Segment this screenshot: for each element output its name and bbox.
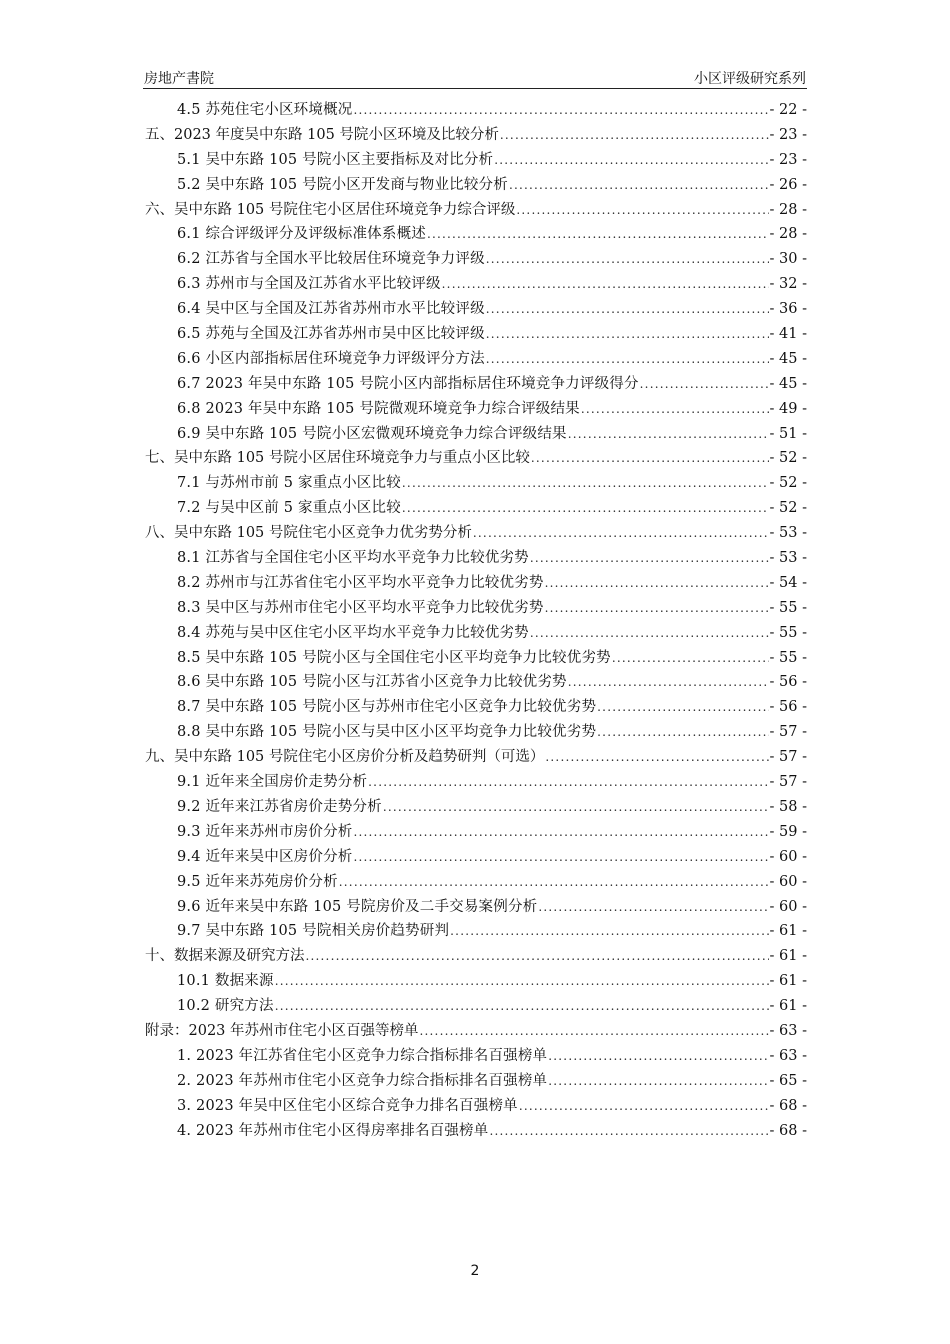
toc-entry-title: 6.7 2023 年吴中东路 105 号院小区内部指标居住环境竞争力评级得分: [177, 375, 639, 392]
toc-section-entry[interactable]: [143, 397, 807, 422]
toc-entry-page: - 61 -: [769, 948, 807, 965]
toc-dot-leader: [500, 128, 769, 142]
toc-entry-title: 8.4 苏苑与吴中区住宅小区平均水平竞争力比较优劣势: [177, 624, 529, 641]
toc-entry-page: - 30 -: [769, 251, 807, 268]
toc-entry-title: 5.2 吴中东路 105 号院小区开发商与物业比较分析: [177, 176, 508, 193]
toc-entry-title: 六、吴中东路 105 号院住宅小区居住环境竞争力综合评级: [145, 201, 516, 218]
toc-section-entry[interactable]: [143, 845, 807, 870]
toc-entry-page: - 23 -: [769, 151, 807, 168]
toc-entry-page: - 63 -: [769, 1047, 807, 1064]
toc-entry-title: 9.2 近年来江苏省房价走势分析: [177, 798, 382, 815]
toc-entry-page: - 56 -: [769, 699, 807, 716]
toc-dot-leader: [568, 427, 769, 441]
toc-entry-page: - 59 -: [769, 823, 807, 840]
toc-dot-leader: [531, 451, 769, 465]
toc-entry-page: - 61 -: [769, 973, 807, 990]
toc-dot-leader: [402, 501, 769, 515]
toc-section-entry[interactable]: [143, 1119, 807, 1144]
toc-dot-leader: [420, 1024, 769, 1038]
toc-entry-title: 十、数据来源及研究方法: [145, 948, 305, 965]
toc-entry-page: - 60 -: [769, 873, 807, 890]
toc-dot-leader: [538, 900, 768, 914]
toc-dot-leader: [509, 178, 769, 192]
toc-entry-page: - 55 -: [769, 599, 807, 616]
toc-entry-page: - 56 -: [769, 674, 807, 691]
toc-entry-page: - 63 -: [769, 1022, 807, 1039]
toc-chapter-entry[interactable]: [143, 1019, 807, 1044]
toc-section-entry[interactable]: [143, 422, 807, 447]
toc-entry-title: 2. 2023 年苏州市住宅小区竞争力综合指标排名百强榜单: [177, 1072, 548, 1089]
toc-dot-leader: [489, 1124, 768, 1138]
toc-entry-title: 1. 2023 年江苏省住宅小区竞争力综合指标排名百强榜单: [177, 1047, 548, 1064]
toc-section-entry[interactable]: [143, 272, 807, 297]
toc-entry-page: - 60 -: [769, 848, 807, 865]
toc-dot-leader: [368, 775, 768, 789]
toc-section-entry[interactable]: [143, 596, 807, 621]
toc-entry-title: 五、2023 年度吴中东路 105 号院小区环境及比较分析: [145, 126, 499, 143]
toc-chapter-entry[interactable]: [143, 198, 807, 223]
toc-entry-page: - 45 -: [769, 350, 807, 367]
toc-chapter-entry[interactable]: [143, 521, 807, 546]
toc-entry-page: - 49 -: [769, 400, 807, 417]
toc-section-entry[interactable]: [143, 247, 807, 272]
toc-dot-leader: [473, 526, 769, 540]
toc-entry-title: 9.4 近年来吴中区房价分析: [177, 848, 353, 865]
toc-section-entry[interactable]: [143, 1069, 807, 1094]
toc-entry-title: 9.3 近年来苏州市房价分析: [177, 823, 353, 840]
toc-section-entry[interactable]: [143, 969, 807, 994]
toc-entry-page: - 36 -: [769, 301, 807, 318]
toc-dot-leader: [353, 825, 768, 839]
toc-entry-page: - 58 -: [769, 798, 807, 815]
toc-chapter-entry[interactable]: [143, 944, 807, 969]
toc-chapter-entry[interactable]: [143, 745, 807, 770]
toc-entry-page: - 41 -: [769, 326, 807, 343]
toc-entry-page: - 53 -: [769, 525, 807, 542]
toc-dot-leader: [530, 626, 769, 640]
toc-dot-leader: [339, 875, 769, 889]
toc-dot-leader: [486, 252, 769, 266]
toc-entry-page: - 55 -: [769, 624, 807, 641]
toc-dot-leader: [568, 675, 769, 689]
toc-dot-leader: [486, 302, 769, 316]
table-of-contents: [143, 98, 807, 1143]
toc-section-entry[interactable]: [143, 795, 807, 820]
toc-entry-page: - 54 -: [769, 574, 807, 591]
toc-entry-title: 4. 2023 年苏州市住宅小区得房率排名百强榜单: [177, 1122, 489, 1139]
toc-section-entry[interactable]: [143, 770, 807, 795]
toc-dot-leader: [353, 103, 768, 117]
toc-dot-leader: [494, 153, 768, 167]
toc-chapter-entry[interactable]: [143, 446, 807, 471]
toc-section-entry[interactable]: [143, 297, 807, 322]
toc-entry-title: 8.3 吴中区与苏州市住宅小区平均水平竞争力比较优劣势: [177, 599, 544, 616]
toc-dot-leader: [275, 999, 769, 1013]
toc-section-entry[interactable]: [143, 173, 807, 198]
toc-entry-title: 4.5 苏苑住宅小区环境概况: [177, 102, 353, 118]
toc-entry-title: 8.2 苏州市与江苏省住宅小区平均水平竞争力比较优劣势: [177, 574, 544, 591]
toc-entry-title: 八、吴中东路 105 号院住宅小区竞争力优劣势分析: [145, 525, 472, 542]
toc-entry-page: - 65 -: [769, 1072, 807, 1089]
toc-dot-leader: [519, 1099, 769, 1113]
toc-entry-page: - 52 -: [769, 500, 807, 517]
toc-entry-title: 7.2 与吴中区前 5 家重点小区比较: [177, 500, 401, 517]
toc-entry-page: - 26 -: [769, 176, 807, 193]
toc-entry-title: 5.1 吴中东路 105 号院小区主要指标及对比分析: [177, 151, 494, 168]
toc-dot-leader: [640, 377, 769, 391]
toc-entry-title: 7.1 与苏州市前 5 家重点小区比较: [177, 475, 401, 492]
toc-dot-leader: [597, 700, 768, 714]
toc-dot-leader: [306, 949, 769, 963]
header-publisher: 房地产書院: [144, 71, 214, 87]
toc-dot-leader: [427, 227, 769, 241]
page-header: [143, 66, 807, 89]
toc-entry-title: 6.5 苏苑与全国及江苏省苏州市吴中区比较评级: [177, 326, 485, 343]
toc-dot-leader: [353, 850, 768, 864]
header-series-title: 小区评级研究系列: [694, 71, 806, 87]
toc-dot-leader: [548, 1049, 768, 1063]
toc-section-entry[interactable]: [143, 471, 807, 496]
toc-entry-title: 3. 2023 年吴中区住宅小区综合竞争力排名百强榜单: [177, 1097, 518, 1114]
toc-entry-page: - 57 -: [769, 774, 807, 791]
toc-section-entry[interactable]: [143, 870, 807, 895]
toc-entry-page: - 45 -: [769, 375, 807, 392]
toc-entry-title: 九、吴中东路 105 号院住宅小区房价分析及趋势研判（可选）: [145, 749, 545, 766]
toc-section-entry[interactable]: [143, 1094, 807, 1119]
toc-entry-page: - 53 -: [769, 550, 807, 567]
toc-section-entry[interactable]: [143, 919, 807, 944]
page-number: 2: [470, 1263, 480, 1279]
toc-entry-page: - 55 -: [769, 649, 807, 666]
toc-entry-title: 6.3 苏州市与全国及江苏省水平比较评级: [177, 276, 441, 293]
toc-section-entry[interactable]: [143, 621, 807, 646]
toc-section-entry[interactable]: [143, 895, 807, 920]
toc-entry-page: - 22 -: [769, 102, 807, 118]
toc-entry-title: 9.6 近年来吴中东路 105 号院房价及二手交易案例分析: [177, 898, 538, 915]
toc-entry-title: 9.7 吴中东路 105 号院相关房价趋势研判: [177, 923, 450, 940]
toc-entry-title: 七、吴中东路 105 号院小区居住环境竞争力与重点小区比较: [145, 450, 530, 467]
toc-dot-leader: [545, 750, 768, 764]
toc-entry-page: - 28 -: [769, 201, 807, 218]
toc-section-entry[interactable]: [143, 222, 807, 247]
toc-entry-title: 9.1 近年来全国房价走势分析: [177, 774, 368, 791]
toc-dot-leader: [545, 601, 769, 615]
toc-entry-page: - 32 -: [769, 276, 807, 293]
toc-section-entry[interactable]: [143, 695, 807, 720]
toc-section-entry[interactable]: [143, 347, 807, 372]
toc-entry-title: 6.1 综合评级评分及评级标准体系概述: [177, 226, 426, 243]
toc-section-entry[interactable]: [143, 994, 807, 1019]
toc-dot-leader: [548, 1074, 768, 1088]
toc-section-entry[interactable]: [143, 670, 807, 695]
toc-dot-leader: [530, 551, 769, 565]
toc-dot-leader: [612, 651, 769, 665]
toc-entry-page: - 23 -: [769, 126, 807, 143]
toc-dot-leader: [486, 352, 769, 366]
toc-section-entry[interactable]: [143, 720, 807, 745]
toc-dot-leader: [486, 327, 769, 341]
toc-dot-leader: [581, 402, 769, 416]
toc-entry-title: 10.2 研究方法: [177, 998, 274, 1015]
toc-entry-page: - 60 -: [769, 898, 807, 915]
toc-entry-title: 6.6 小区内部指标居住环境竞争力评级评分方法: [177, 350, 485, 367]
toc-dot-leader: [442, 277, 769, 291]
toc-entry-title: 6.2 江苏省与全国水平比较居住环境竞争力评级: [177, 251, 485, 268]
toc-section-entry[interactable]: [143, 546, 807, 571]
toc-section-entry[interactable]: [143, 372, 807, 397]
toc-section-entry[interactable]: [143, 1044, 807, 1069]
toc-section-entry[interactable]: [143, 571, 807, 596]
toc-entry-title: 8.5 吴中东路 105 号院小区与全国住宅小区平均竞争力比较优劣势: [177, 649, 611, 666]
toc-dot-leader: [597, 725, 768, 739]
toc-entry-title: 8.8 吴中东路 105 号院小区与吴中区小区平均竞争力比较优劣势: [177, 724, 597, 741]
toc-dot-leader: [383, 800, 769, 814]
toc-section-entry[interactable]: [143, 820, 807, 845]
toc-section-entry[interactable]: [143, 148, 807, 173]
toc-entry-title: 6.4 吴中区与全国及江苏省苏州市水平比较评级: [177, 301, 485, 318]
toc-section-entry[interactable]: [143, 322, 807, 347]
toc-entry-page: - 52 -: [769, 450, 807, 467]
toc-section-entry[interactable]: [143, 496, 807, 521]
toc-entry-page: - 28 -: [769, 226, 807, 243]
toc-entry-title: 10.1 数据来源: [177, 973, 274, 990]
toc-dot-leader: [402, 476, 769, 490]
toc-dot-leader: [450, 924, 768, 938]
toc-dot-leader: [275, 974, 769, 988]
toc-entry-page: - 68 -: [769, 1122, 807, 1139]
toc-entry-page: - 57 -: [769, 724, 807, 741]
toc-entry-page: - 52 -: [769, 475, 807, 492]
toc-entry-title: 8.7 吴中东路 105 号院小区与苏州市住宅小区竞争力比较优劣势: [177, 699, 597, 716]
toc-entry-title: 8.6 吴中东路 105 号院小区与江苏省小区竞争力比较优劣势: [177, 674, 567, 691]
toc-entry-page: - 57 -: [769, 749, 807, 766]
toc-entry-page: - 61 -: [769, 923, 807, 940]
toc-entry-title: 8.1 江苏省与全国住宅小区平均水平竞争力比较优劣势: [177, 550, 529, 567]
toc-section-entry[interactable]: [143, 98, 807, 123]
toc-section-entry[interactable]: [143, 646, 807, 671]
toc-entry-title: 6.8 2023 年吴中东路 105 号院微观环境竞争力综合评级结果: [177, 400, 580, 417]
toc-dot-leader: [516, 203, 768, 217]
toc-entry-title: 9.5 近年来苏苑房价分析: [177, 873, 338, 890]
toc-entry-page: - 61 -: [769, 998, 807, 1015]
toc-chapter-entry[interactable]: [143, 123, 807, 148]
toc-entry-title: 附录：2023 年苏州市住宅小区百强等榜单: [145, 1022, 419, 1039]
toc-entry-title: 6.9 吴中东路 105 号院小区宏微观环境竞争力综合评级结果: [177, 425, 567, 442]
toc-dot-leader: [545, 576, 769, 590]
toc-entry-page: - 68 -: [769, 1097, 807, 1114]
toc-entry-page: - 51 -: [769, 425, 807, 442]
